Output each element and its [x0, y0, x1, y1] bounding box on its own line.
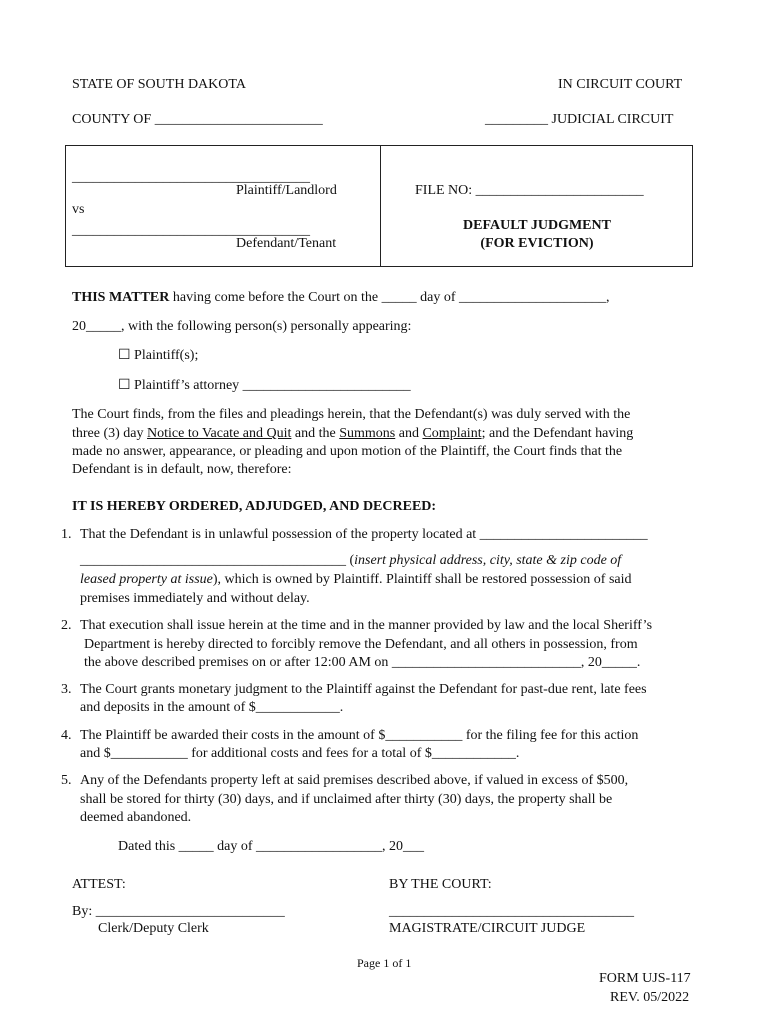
item-5-line-1: Any of the Defendants property left at said premises described above, if valued in excess of $500,: [80, 773, 629, 788]
defendant-label: Defendant/Tenant: [236, 236, 337, 251]
form-number: FORM UJS-117: [599, 971, 691, 986]
versus-label: vs: [72, 202, 85, 217]
circuit-field: _________ JUDICIAL CIRCUIT: [485, 112, 674, 127]
item-4-line-1: The Plaintiff be awarded their costs in the amount of $___________ for the filing fee for this action: [80, 728, 639, 743]
item-1-line-1: That the Defendant is in unlawful possession of the property located at ________________________: [80, 527, 648, 542]
item-2-line-1: That execution shall issue herein at the time and in the manner provided by law and the local Sheriff’s: [80, 618, 653, 633]
page-number: Page 1 of 1: [357, 956, 412, 970]
clerk-signature-line: By: ___________________________: [72, 904, 285, 919]
intro-line-2: 20_____, with the following person(s) personally appearing:: [72, 319, 412, 334]
judge-label: MAGISTRATE/CIRCUIT JUDGE: [389, 921, 586, 936]
plaintiff-checkbox[interactable]: ☐ Plaintiff(s);: [118, 348, 199, 363]
address-instruction-cont: leased property at issue: [80, 572, 213, 587]
state-label: STATE OF SOUTH DAKOTA: [72, 77, 246, 92]
dated-line: Dated this _____ day of __________________, 20___: [118, 839, 425, 854]
summons-reference: Summons: [339, 426, 396, 441]
intro-line-1: [72, 289, 610, 307]
clerk-label: Clerk/Deputy Clerk: [98, 921, 209, 936]
item-3-line-1: The Court grants monetary judgment to the Plaintiff against the Defendant for past-due rent, late fees: [80, 682, 647, 697]
plaintiff-label: Plaintiff/Landlord: [236, 183, 337, 198]
complaint-reference: Complaint: [422, 426, 482, 441]
item-2-line-3: the above described premises on or after 12:00 AM on ___________________________, 20_____.: [84, 655, 641, 670]
item-1-text: ), which is owned by Plaintiff. Plaintiff shall be restored possession of said: [212, 572, 632, 587]
findings-text: three (3) day: [72, 426, 148, 441]
judge-signature-line: ___________________________________: [389, 904, 634, 919]
item-3-number: 3.: [61, 682, 72, 697]
by-the-court-label: BY THE COURT:: [389, 877, 492, 892]
county-field: COUNTY OF ________________________: [72, 112, 323, 127]
item-5-number: 5.: [61, 773, 72, 788]
plaintiff-line: __________________________________: [72, 170, 310, 185]
findings-line-1: The Court finds, from the files and pleadings herein, that the Defendant(s) was duly served with the: [72, 407, 631, 422]
findings-text: ; and the Defendant having: [481, 426, 634, 441]
document-title: DEFAULT JUDGMENT: [463, 218, 611, 233]
findings-text: and: [395, 426, 423, 441]
order-heading: IT IS HEREBY ORDERED, ADJUDGED, AND DECREED:: [72, 499, 437, 514]
this-matter-lead: THIS MATTER: [72, 290, 170, 305]
item-4-line-2: and $___________ for additional costs and fees for a total of $____________.: [80, 746, 520, 761]
court-label: IN CIRCUIT COURT: [558, 77, 683, 92]
findings-text: and the: [291, 426, 340, 441]
findings-line-4: Defendant is in default, now, therefore:: [72, 462, 292, 477]
findings-line-3: made no answer, appearance, or pleading and upon motion of the Plaintiff, the Court finds that the: [72, 444, 623, 459]
attest-label: ATTEST:: [72, 877, 126, 892]
item-1-number: 1.: [61, 527, 72, 542]
defendant-line: __________________________________: [72, 223, 310, 238]
case-caption-box: [65, 145, 693, 267]
document-subtitle: (FOR EVICTION): [480, 236, 594, 251]
item-5-line-3: deemed abandoned.: [80, 810, 192, 825]
plaintiff-attorney-checkbox[interactable]: ☐ Plaintiff’s attorney ________________________: [118, 378, 411, 393]
item-3-line-2: and deposits in the amount of $____________.: [80, 700, 344, 715]
revision-date: REV. 05/2022: [610, 990, 690, 1005]
item-5-line-2: shall be stored for thirty (30) days, and if unclaimed after thirty (30) days, the property shall be: [80, 792, 613, 807]
item-2-line-2: Department is hereby directed to forcibly remove the Defendant, and all others in possession, from: [84, 637, 638, 652]
address-instruction: insert physical address, city, state & zip code of: [354, 553, 622, 568]
file-number-field: FILE NO: ________________________: [415, 183, 644, 198]
item-1-line-2: [80, 552, 621, 570]
item-1-line-4: premises immediately and without delay.: [80, 591, 310, 606]
item-4-number: 4.: [61, 728, 72, 743]
item-1-line-3: [80, 571, 632, 589]
notice-to-vacate-reference: Notice to Vacate and Quit: [147, 426, 292, 441]
findings-line-2: [72, 425, 633, 443]
intro-line-1-rest: having come before the Court on the _____ day of _____________________,: [169, 290, 610, 305]
item-2-number: 2.: [61, 618, 72, 633]
address-blank: ______________________________________ (: [80, 553, 355, 568]
